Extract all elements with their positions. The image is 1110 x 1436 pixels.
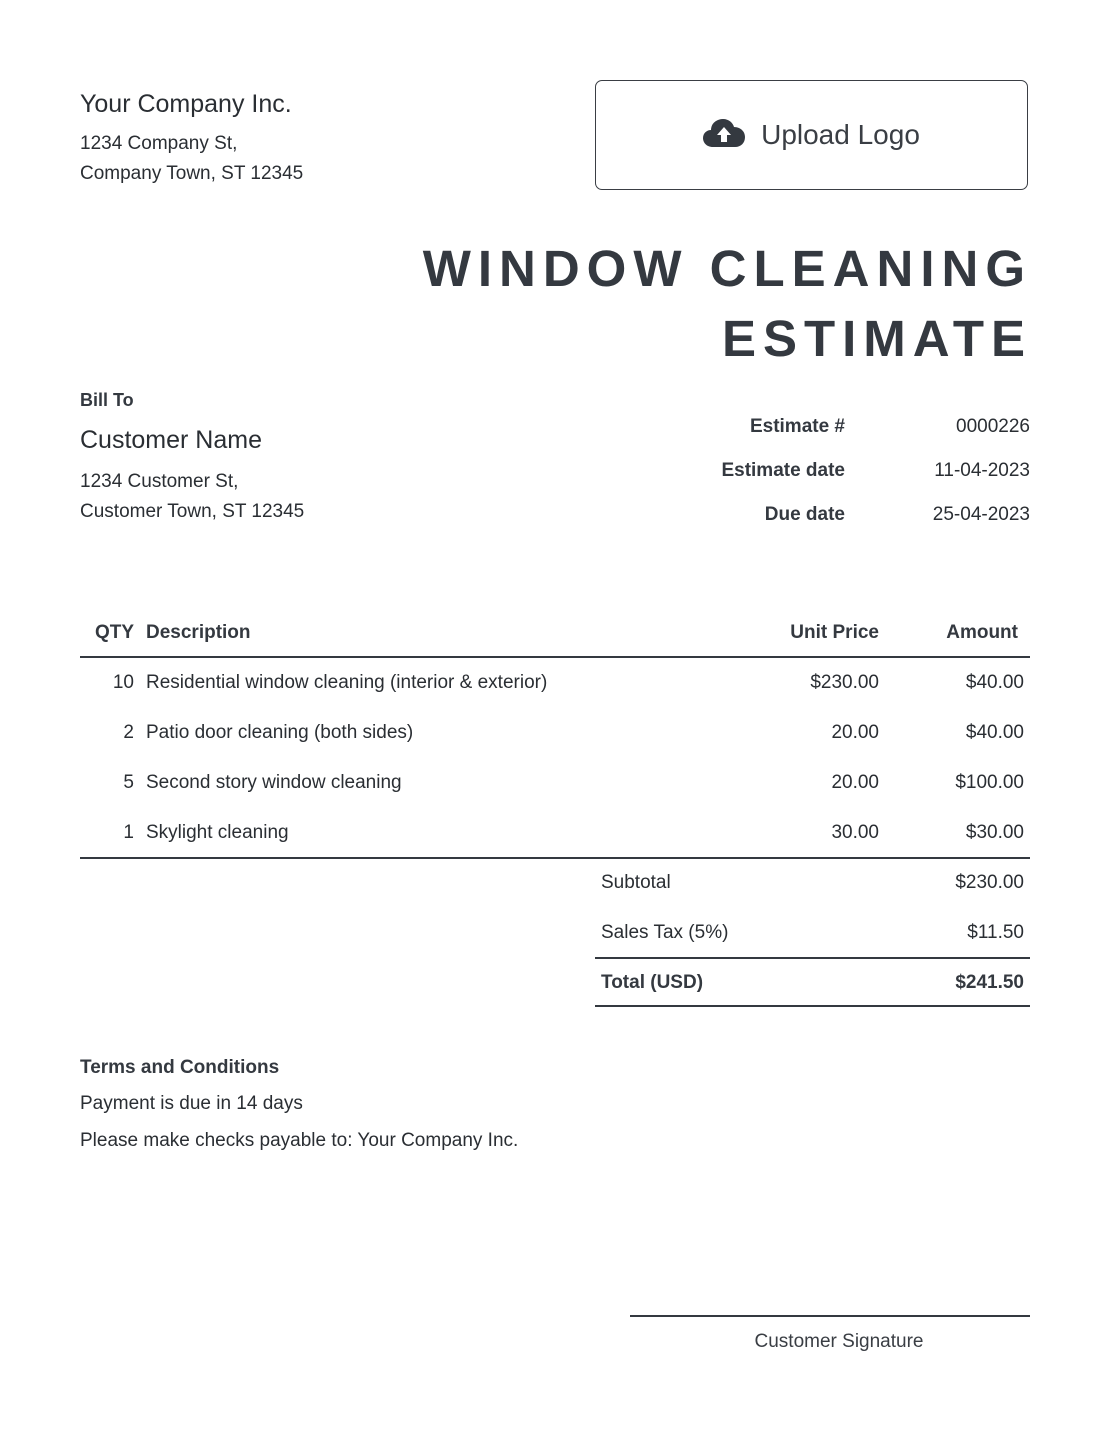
row-unit-price: 20.00 — [831, 772, 879, 793]
title-line1: WINDOW CLEANING — [422, 240, 1032, 297]
customer-address-line2: Customer Town, ST 12345 — [80, 501, 305, 522]
customer-address-line1: 1234 Customer St, — [80, 471, 239, 492]
estimate-date-value: 11-04-2023 — [934, 460, 1030, 481]
total-value: $241.50 — [955, 972, 1024, 993]
header-amount: Amount — [946, 622, 1018, 643]
header-qty: QTY — [94, 622, 134, 643]
table-bottom-divider — [80, 857, 1030, 859]
row-amount: $30.00 — [965, 822, 1024, 843]
estimate-number-value: 0000226 — [956, 416, 1030, 437]
terms-heading: Terms and Conditions — [80, 1057, 280, 1078]
due-date-label: Due date — [764, 504, 845, 525]
subtotal-value: $230.00 — [955, 872, 1024, 893]
company-name: Your Company Inc. — [80, 90, 292, 118]
signature-line — [630, 1315, 1030, 1317]
row-qty: 2 — [123, 722, 134, 743]
total-label: Total (USD) — [601, 972, 704, 993]
document-title — [392, 234, 1032, 374]
terms-line2: Please make checks payable to: Your Company Inc. — [80, 1130, 519, 1151]
row-amount: $40.00 — [965, 672, 1024, 693]
subtotal-label: Subtotal — [601, 872, 671, 893]
total-bottom-divider — [595, 1005, 1030, 1007]
estimate-number-label: Estimate # — [749, 416, 845, 437]
total-top-divider — [595, 957, 1030, 959]
terms-line1: Payment is due in 14 days — [80, 1093, 303, 1114]
due-date-value: 25-04-2023 — [932, 504, 1030, 525]
row-description: Residential window cleaning (interior & exterior) — [146, 672, 548, 693]
row-unit-price: 30.00 — [831, 822, 879, 843]
upload-logo-button[interactable] — [595, 80, 1028, 190]
row-qty: 5 — [123, 772, 134, 793]
company-address-line2: Company Town, ST 12345 — [80, 163, 304, 184]
company-address-line1: 1234 Company St, — [80, 133, 238, 154]
signature-label: Customer Signature — [754, 1331, 924, 1352]
bill-to-label: Bill To — [80, 390, 134, 410]
title-line2: ESTIMATE — [721, 310, 1032, 367]
table-header-divider — [80, 656, 1030, 658]
row-amount: $40.00 — [965, 722, 1024, 743]
row-unit-price: $230.00 — [810, 672, 879, 693]
row-unit-price: 20.00 — [831, 722, 879, 743]
tax-label: Sales Tax (5%) — [601, 922, 729, 943]
tax-value: $11.50 — [967, 922, 1024, 943]
header-description: Description — [146, 622, 251, 643]
estimate-date-label: Estimate date — [721, 460, 845, 481]
row-description: Patio door cleaning (both sides) — [146, 722, 414, 743]
customer-name: Customer Name — [80, 426, 262, 454]
upload-logo-label: Upload Logo — [761, 119, 920, 150]
row-description: Skylight cleaning — [146, 822, 289, 843]
row-amount: $100.00 — [955, 772, 1024, 793]
header-unit-price: Unit Price — [790, 622, 879, 643]
cloud-upload-icon — [703, 118, 745, 153]
row-qty: 10 — [112, 672, 134, 693]
row-description: Second story window cleaning — [146, 772, 402, 793]
row-qty: 1 — [123, 822, 134, 843]
